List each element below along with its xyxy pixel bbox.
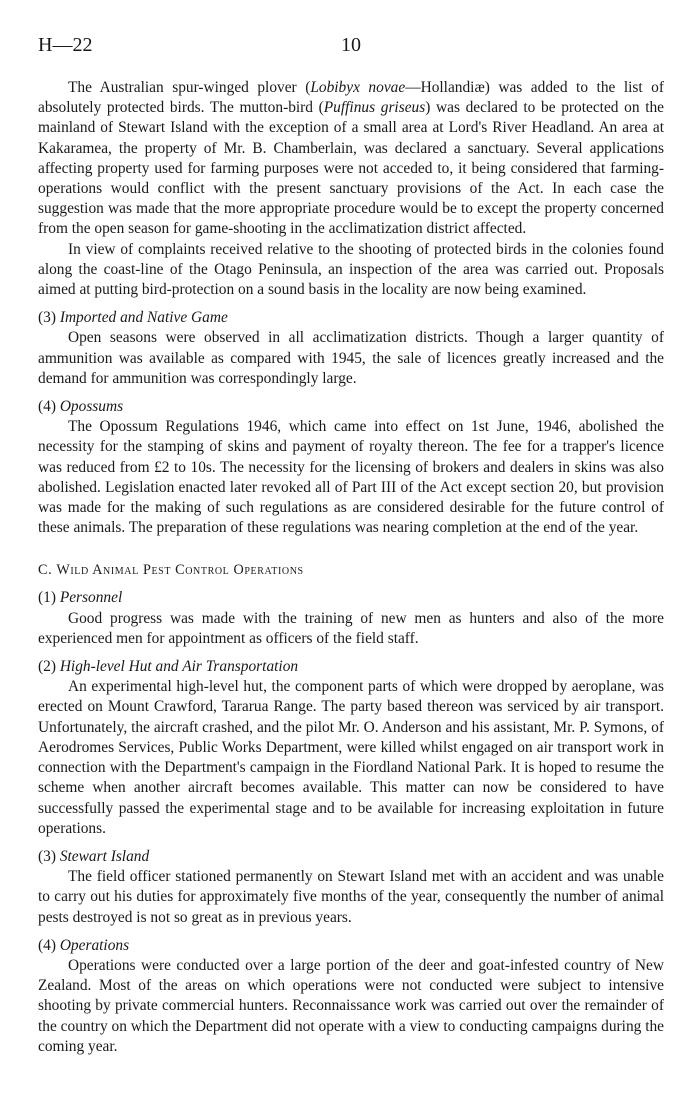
paragraph-opossums: The Opossum Regulations 1946, which came into effect on 1st June, 1946, abolished the necessity for the stamping of skins and payment of royalty thereon. The fee for a trapper's licence was reduced from £2 to 10s. The necessity for the licensing of brokers and dealers in skins was also abolished. Legislation enacted later revoked all of Part III of the Act except section 20, but provision was made for the making of such regulations as are considered desirable for the future control of these animals. The preparation of these regulations was nearing completion at the end of the year. xyxy=(38,418,664,537)
subheading-high-level-hut: (2) High-level Hut and Air Transportation xyxy=(38,658,299,676)
paragraph-otago: In view of complaints received relative to the shooting of protected birds in the colonies found along the coast-line of the Otago Peninsula, an inspection of the area was carried out. Proposals aimed at putting bird-protection on a sound basis in the locality are now being examined. xyxy=(38,240,664,299)
subheading-opossums: (4) Opossums xyxy=(38,398,124,416)
document-page xyxy=(38,34,664,1057)
subheading-imported-game: (3) Imported and Native Game xyxy=(38,309,228,327)
italic-species-name: Puffinus griseus xyxy=(323,99,426,117)
paragraph-imported-game: Open seasons were observed in all acclimatization districts. Though a larger quantity of ammunition was available as compared with 1945, the sale of licences greatly increased and the demand for ammunition was correspondingly large. xyxy=(38,329,664,387)
report-reference: H—22 xyxy=(38,34,93,56)
paragraph-personnel: Good progress was made with the training of new men as hunters and also of the more experienced men for appointment as officers of the field staff. xyxy=(38,609,664,647)
paragraph-stewart-island: The field officer stationed permanently on Stewart Island met with an accident and was unable to carry out his duties for approximately five months of the year, consequently the number of animal pests destroyed is not so great as in previous years. xyxy=(38,868,664,926)
paragraph-operations: Operations were conducted over a large portion of the deer and goat-infested country of New Zealand. Most of the areas on which operations were not conducted were subject to intensive shooting by private commercial hunters. Reconnaissance work was carried out over the remainder of the country on which the Department did not operate with a view to conducting campaigns during the coming year. xyxy=(38,956,664,1055)
subheading-personnel: (1) Personnel xyxy=(38,589,123,607)
subheading-operations: (4) Operations xyxy=(38,936,130,954)
paragraph-plover: The Australian spur-winged plover (Lobibyx novae—Hollandiæ) was added to the list of absolutely protected birds. The mutton-bird (Puffinus griseus) was declared to be protected on the mainland of Stewart Island with the exception of a small area at Lord's River Headland. An area at Kakaramea, the property of Mr. B. Chamberlain, was declared a sanctuary. Several applications affecting property used for farming purposes were not acceded to, it being considered that farming-operations would conflict with the present sanctuary provisions of the Act. In each case the suggestion was made that the more appropriate procedure would be to except the property concerned from the open season for game-shooting in the acclimatization district affected. xyxy=(38,79,665,238)
subheading-stewart-island: (3) Stewart Island xyxy=(38,847,150,865)
paragraph-high-level-hut: An experimental high-level hut, the component parts of which were dropped by aeroplane, was erected on Mount Crawford, Tararua Range. The party based thereon was serviced by air transport. Unfortunately, the aircraft crashed, and the pilot Mr. O. Anderson and his assistant, Mr. P. Symons, of Aerodromes Services, Public Works Department, were killed whilst engaged on air transport work in connection with the Department's campaign in the Fiordland National Park. It is hoped to resume the scheme when another aircraft becomes available. This matter can now be considered to have successfully passed the experimental stage and to be available for increasing exploitation in future operations. xyxy=(38,678,664,837)
page-number: 10 xyxy=(341,34,361,56)
page-header xyxy=(38,34,664,62)
italic-species-name: Lobibyx novae xyxy=(310,79,406,96)
section-heading-c: C. Wild Animal Pest Control Operations xyxy=(38,562,304,579)
